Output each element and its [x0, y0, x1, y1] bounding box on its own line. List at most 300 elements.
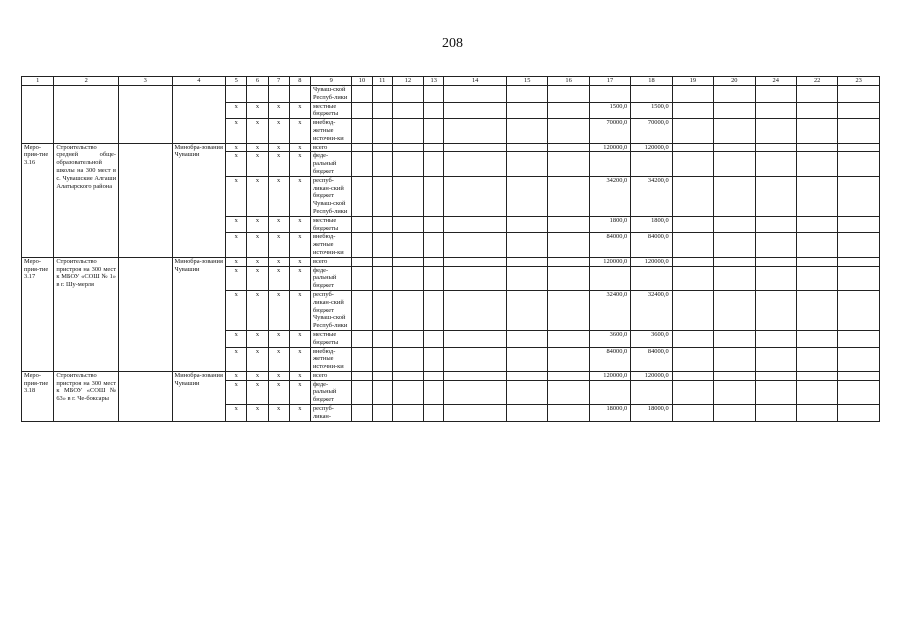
executor: Минобра-зования Чувашии	[172, 257, 226, 371]
empty-cell	[444, 216, 507, 233]
empty-cell	[392, 152, 423, 176]
column-number: 1	[22, 77, 54, 86]
lead-col-4	[172, 86, 226, 144]
empty-cell	[372, 290, 392, 330]
x-mark: x	[247, 405, 268, 422]
x-mark: x	[247, 119, 268, 143]
x-mark: x	[247, 347, 268, 371]
column-number: 6	[247, 77, 268, 86]
empty-cell	[838, 152, 880, 176]
value-col18	[631, 86, 672, 103]
x-mark: x	[247, 176, 268, 216]
empty-cell	[548, 233, 589, 257]
column-number: 22	[796, 77, 837, 86]
x-mark: x	[268, 143, 289, 152]
empty-cell	[672, 152, 713, 176]
empty-cell	[714, 119, 755, 143]
empty-cell	[548, 86, 589, 103]
empty-cell	[506, 233, 547, 257]
x-mark: x	[268, 152, 289, 176]
value-col18	[631, 266, 672, 290]
empty-cell	[796, 330, 837, 347]
x-mark: x	[247, 290, 268, 330]
empty-cell	[444, 380, 507, 404]
x-mark: x	[226, 330, 247, 347]
lead-col-2	[54, 86, 119, 144]
x-mark: x	[226, 152, 247, 176]
empty-cell	[796, 380, 837, 404]
empty-cell	[548, 380, 589, 404]
value-col17: 1800,0	[589, 216, 630, 233]
value-col17: 1500,0	[589, 102, 630, 119]
x-mark	[268, 86, 289, 103]
empty-cell	[755, 102, 796, 119]
value-col18: 32400,0	[631, 290, 672, 330]
x-mark: x	[226, 405, 247, 422]
value-col18	[631, 152, 672, 176]
empty-cell	[424, 119, 444, 143]
empty-cell	[796, 405, 837, 422]
empty-cell	[352, 290, 372, 330]
x-mark: x	[226, 380, 247, 404]
funding-source: респуб-ликан-ский бюджет Чуваш-ской Респуб-лики	[310, 176, 351, 216]
empty-cell	[506, 216, 547, 233]
empty-cell	[506, 143, 547, 152]
x-mark: x	[289, 290, 310, 330]
column-number: 19	[672, 77, 713, 86]
x-mark: x	[268, 330, 289, 347]
x-mark: x	[247, 143, 268, 152]
x-mark: x	[289, 405, 310, 422]
x-mark: x	[268, 176, 289, 216]
empty-cell	[424, 176, 444, 216]
empty-cell	[444, 290, 507, 330]
empty-cell	[444, 347, 507, 371]
value-col17: 120000,0	[589, 257, 630, 266]
empty-cell	[755, 266, 796, 290]
column-number: 3	[119, 77, 173, 86]
empty-cell	[392, 405, 423, 422]
empty-cell	[838, 347, 880, 371]
x-mark	[289, 86, 310, 103]
value-col18: 84000,0	[631, 233, 672, 257]
empty-cell	[352, 266, 372, 290]
empty-cell	[672, 371, 713, 380]
empty-cell	[372, 347, 392, 371]
empty-cell	[548, 257, 589, 266]
empty-cell	[392, 176, 423, 216]
x-mark: x	[289, 102, 310, 119]
empty-cell	[444, 266, 507, 290]
budget-table	[21, 76, 880, 422]
column-number: 5	[226, 77, 247, 86]
empty-cell	[372, 380, 392, 404]
value-col17	[589, 380, 630, 404]
empty-cell	[548, 266, 589, 290]
empty-cell	[796, 102, 837, 119]
funding-source: феде-ральный бюджет	[310, 152, 351, 176]
empty-cell	[672, 330, 713, 347]
empty-cell	[672, 102, 713, 119]
column-number: 24	[755, 77, 796, 86]
value-col18: 120000,0	[631, 257, 672, 266]
empty-cell	[506, 371, 547, 380]
empty-cell	[352, 257, 372, 266]
empty-cell	[548, 330, 589, 347]
funding-source: феде-ральный бюджет	[310, 380, 351, 404]
x-mark: x	[289, 347, 310, 371]
measure-id: Меро-прия-тие 3.16	[22, 143, 54, 257]
empty-cell	[714, 152, 755, 176]
empty-cell	[548, 347, 589, 371]
empty-cell	[506, 102, 547, 119]
table-row	[22, 371, 880, 380]
column-number: 10	[352, 77, 372, 86]
empty-cell	[352, 119, 372, 143]
lead-col-3	[119, 86, 173, 144]
column-number: 12	[392, 77, 423, 86]
empty-cell	[796, 266, 837, 290]
empty-cell	[714, 371, 755, 380]
x-mark: x	[247, 257, 268, 266]
empty-cell	[392, 330, 423, 347]
value-col18: 18000,0	[631, 405, 672, 422]
empty-cell	[372, 405, 392, 422]
empty-cell	[714, 405, 755, 422]
x-mark: x	[268, 102, 289, 119]
empty-cell	[714, 290, 755, 330]
value-col18: 84000,0	[631, 347, 672, 371]
x-mark: x	[226, 176, 247, 216]
empty-cell	[352, 347, 372, 371]
empty-cell	[755, 380, 796, 404]
empty-cell	[672, 266, 713, 290]
empty-cell	[796, 257, 837, 266]
empty-cell	[424, 266, 444, 290]
empty-cell	[838, 102, 880, 119]
empty-cell	[424, 86, 444, 103]
x-mark: x	[226, 290, 247, 330]
empty-cell	[548, 143, 589, 152]
x-mark: x	[226, 143, 247, 152]
value-col17: 3600,0	[589, 330, 630, 347]
column-number: 18	[631, 77, 672, 86]
value-col18: 1800,0	[631, 216, 672, 233]
column-number: 11	[372, 77, 392, 86]
funding-source: респуб-ликан-ский бюджет Чуваш-ской Респуб-лики	[310, 290, 351, 330]
x-mark: x	[226, 233, 247, 257]
empty-cell	[672, 233, 713, 257]
empty-cell	[352, 143, 372, 152]
funding-source: местные бюджеты	[310, 102, 351, 119]
empty-cell	[838, 380, 880, 404]
empty-cell	[838, 330, 880, 347]
empty-cell	[796, 143, 837, 152]
x-mark: x	[226, 216, 247, 233]
funding-source: внебюд-жетные источни-ки	[310, 233, 351, 257]
empty-cell	[838, 143, 880, 152]
empty-cell	[506, 86, 547, 103]
funding-source: внебюд-жетные источни-ки	[310, 119, 351, 143]
x-mark: x	[268, 380, 289, 404]
empty-cell	[714, 330, 755, 347]
empty-cell	[548, 102, 589, 119]
empty-cell	[444, 330, 507, 347]
column-number: 23	[838, 77, 880, 86]
x-mark: x	[247, 233, 268, 257]
empty-cell	[372, 266, 392, 290]
value-col17	[589, 152, 630, 176]
value-col17: 120000,0	[589, 143, 630, 152]
empty-cell	[506, 152, 547, 176]
column-number: 4	[172, 77, 226, 86]
empty-cell	[424, 257, 444, 266]
value-col17: 84000,0	[589, 233, 630, 257]
empty-cell	[548, 290, 589, 330]
empty-cell	[714, 102, 755, 119]
funding-source: респуб-ликан-	[310, 405, 351, 422]
empty-cell	[755, 143, 796, 152]
x-mark: x	[268, 347, 289, 371]
x-mark: x	[268, 290, 289, 330]
page-number: 208	[442, 36, 463, 51]
empty-cell	[796, 371, 837, 380]
empty-cell	[352, 102, 372, 119]
empty-cell	[352, 176, 372, 216]
empty-cell	[444, 102, 507, 119]
empty-cell	[506, 176, 547, 216]
table-row	[22, 86, 880, 103]
empty-cell	[119, 257, 173, 371]
empty-cell	[714, 233, 755, 257]
empty-cell	[352, 152, 372, 176]
empty-cell	[672, 290, 713, 330]
empty-cell	[755, 371, 796, 380]
empty-cell	[838, 266, 880, 290]
funding-source: местные бюджеты	[310, 216, 351, 233]
empty-cell	[506, 119, 547, 143]
x-mark: x	[289, 380, 310, 404]
x-mark: x	[289, 152, 310, 176]
value-col17: 84000,0	[589, 347, 630, 371]
empty-cell	[392, 380, 423, 404]
empty-cell	[838, 371, 880, 380]
value-col17	[589, 266, 630, 290]
empty-cell	[372, 102, 392, 119]
empty-cell	[755, 405, 796, 422]
funding-source: внебюд-жетные источни-ки	[310, 347, 351, 371]
empty-cell	[755, 176, 796, 216]
x-mark: x	[226, 266, 247, 290]
funding-source: всего	[310, 257, 351, 266]
empty-cell	[548, 152, 589, 176]
x-mark: x	[289, 330, 310, 347]
x-mark: x	[289, 371, 310, 380]
empty-cell	[714, 86, 755, 103]
measure-name: Строительство пристроя на 300 мест к МБОУ «СОШ № 1» в г. Шу-мерля	[54, 257, 119, 371]
empty-cell	[444, 119, 507, 143]
column-number: 20	[714, 77, 755, 86]
empty-cell	[372, 119, 392, 143]
empty-cell	[372, 176, 392, 216]
value-col18	[631, 380, 672, 404]
empty-cell	[838, 119, 880, 143]
x-mark: x	[268, 257, 289, 266]
empty-cell	[424, 102, 444, 119]
empty-cell	[372, 257, 392, 266]
column-number: 15	[506, 77, 547, 86]
column-number: 13	[424, 77, 444, 86]
empty-cell	[714, 143, 755, 152]
x-mark: x	[247, 102, 268, 119]
empty-cell	[714, 380, 755, 404]
empty-cell	[755, 233, 796, 257]
empty-cell	[372, 216, 392, 233]
x-mark	[247, 86, 268, 103]
empty-cell	[392, 290, 423, 330]
measure-name: Строительство пристроя на 300 мест к МБОУ «СОШ № 63» в г. Че-боксары	[54, 371, 119, 421]
empty-cell	[755, 290, 796, 330]
x-mark: x	[268, 371, 289, 380]
empty-cell	[352, 405, 372, 422]
empty-cell	[444, 257, 507, 266]
empty-cell	[392, 347, 423, 371]
x-mark: x	[289, 266, 310, 290]
x-mark: x	[226, 347, 247, 371]
empty-cell	[755, 330, 796, 347]
column-number: 14	[444, 77, 507, 86]
empty-cell	[672, 380, 713, 404]
empty-cell	[796, 290, 837, 330]
value-col18: 1500,0	[631, 102, 672, 119]
empty-cell	[796, 152, 837, 176]
empty-cell	[352, 380, 372, 404]
empty-cell	[392, 216, 423, 233]
empty-cell	[838, 405, 880, 422]
empty-cell	[506, 347, 547, 371]
funding-source: всего	[310, 371, 351, 380]
empty-cell	[796, 233, 837, 257]
empty-cell	[838, 290, 880, 330]
empty-cell	[392, 371, 423, 380]
x-mark	[226, 86, 247, 103]
empty-cell	[755, 119, 796, 143]
column-number: 8	[289, 77, 310, 86]
value-col17: 70000,0	[589, 119, 630, 143]
empty-cell	[714, 176, 755, 216]
empty-cell	[796, 119, 837, 143]
empty-cell	[672, 257, 713, 266]
empty-cell	[506, 266, 547, 290]
empty-cell	[424, 371, 444, 380]
empty-cell	[714, 216, 755, 233]
empty-cell	[424, 380, 444, 404]
value-col18: 120000,0	[631, 143, 672, 152]
empty-cell	[372, 371, 392, 380]
empty-cell	[506, 257, 547, 266]
funding-source: всего	[310, 143, 351, 152]
lead-col-1	[22, 86, 54, 144]
empty-cell	[672, 176, 713, 216]
empty-cell	[444, 233, 507, 257]
empty-cell	[838, 257, 880, 266]
empty-cell	[444, 371, 507, 380]
x-mark: x	[289, 119, 310, 143]
empty-cell	[444, 86, 507, 103]
executor: Минобра-зования Чувашии	[172, 371, 226, 421]
empty-cell	[796, 216, 837, 233]
value-col18: 70000,0	[631, 119, 672, 143]
executor: Минобра-зования Чувашии	[172, 143, 226, 257]
empty-cell	[714, 257, 755, 266]
empty-cell	[506, 290, 547, 330]
empty-cell	[444, 152, 507, 176]
funding-source: Чуваш-ской Респуб-лики	[310, 86, 351, 103]
empty-cell	[424, 143, 444, 152]
empty-cell	[392, 102, 423, 119]
empty-cell	[392, 233, 423, 257]
x-mark: x	[247, 266, 268, 290]
empty-cell	[548, 176, 589, 216]
empty-cell	[372, 86, 392, 103]
value-col17	[589, 86, 630, 103]
empty-cell	[796, 347, 837, 371]
empty-cell	[372, 330, 392, 347]
value-col18: 120000,0	[631, 371, 672, 380]
table-row	[22, 257, 880, 266]
empty-cell	[372, 143, 392, 152]
x-mark: x	[226, 257, 247, 266]
column-number-row	[22, 77, 880, 86]
empty-cell	[714, 347, 755, 371]
empty-cell	[672, 86, 713, 103]
empty-cell	[424, 347, 444, 371]
value-col17: 18000,0	[589, 405, 630, 422]
measure-id: Меро-прия-тие 3.17	[22, 257, 54, 371]
x-mark: x	[226, 371, 247, 380]
empty-cell	[548, 371, 589, 380]
empty-cell	[672, 405, 713, 422]
empty-cell	[672, 143, 713, 152]
column-number: 17	[589, 77, 630, 86]
empty-cell	[755, 216, 796, 233]
x-mark: x	[289, 176, 310, 216]
empty-cell	[424, 290, 444, 330]
x-mark: x	[268, 266, 289, 290]
funding-source: феде-ральный бюджет	[310, 266, 351, 290]
empty-cell	[755, 347, 796, 371]
value-col17: 32400,0	[589, 290, 630, 330]
empty-cell	[548, 119, 589, 143]
empty-cell	[444, 405, 507, 422]
x-mark: x	[247, 152, 268, 176]
empty-cell	[424, 405, 444, 422]
x-mark: x	[226, 102, 247, 119]
empty-cell	[444, 176, 507, 216]
empty-cell	[444, 143, 507, 152]
funding-source: местные бюджеты	[310, 330, 351, 347]
value-col17: 120000,0	[589, 371, 630, 380]
empty-cell	[392, 119, 423, 143]
empty-cell	[424, 233, 444, 257]
empty-cell	[796, 176, 837, 216]
measure-name: Строительство средней обще-образовательной школы на 300 мест в с. Чувашские Алгаши Алатырского района	[54, 143, 119, 257]
x-mark: x	[247, 380, 268, 404]
empty-cell	[372, 152, 392, 176]
x-mark: x	[268, 233, 289, 257]
column-number: 9	[310, 77, 351, 86]
empty-cell	[119, 143, 173, 257]
